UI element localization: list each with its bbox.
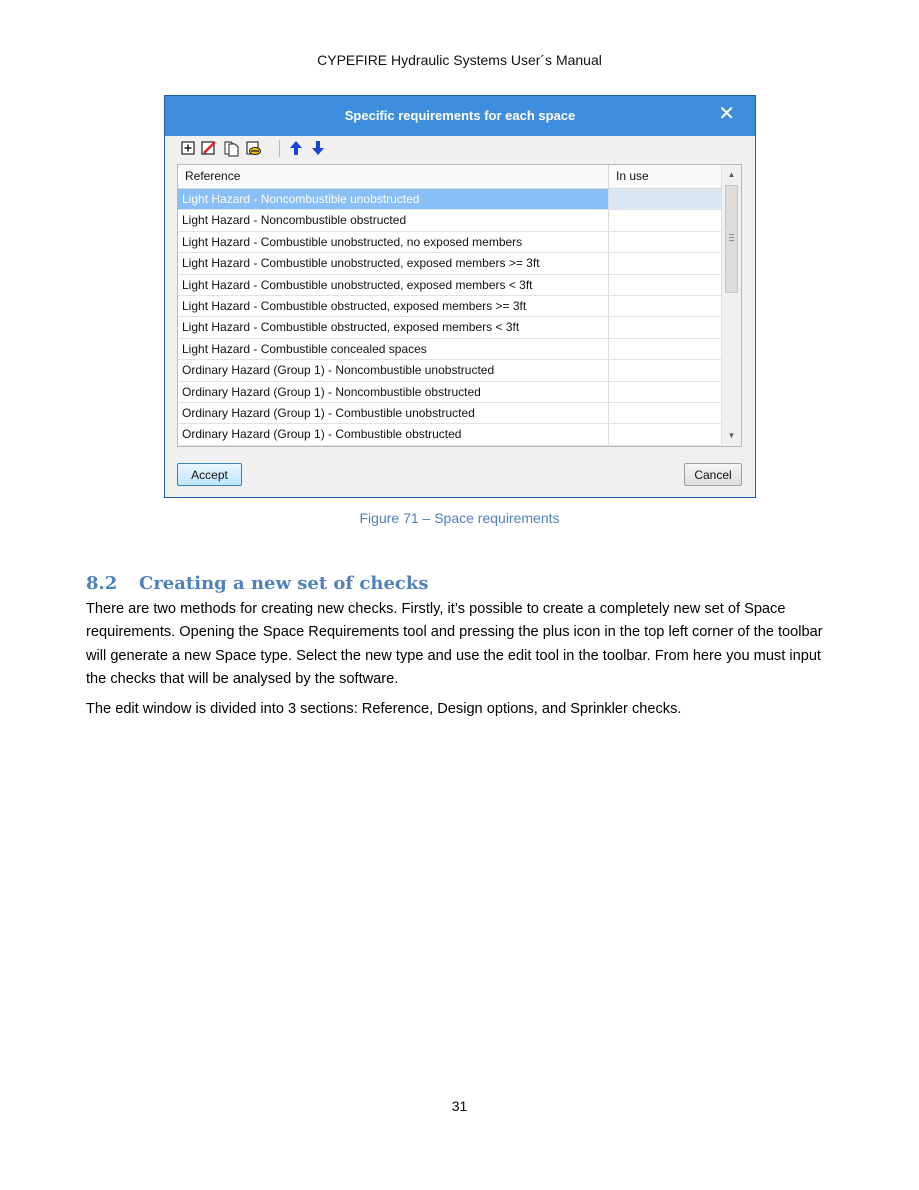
page-number: 31 (451, 1098, 468, 1114)
table-row[interactable] (178, 275, 721, 296)
vertical-scrollbar[interactable] (721, 165, 741, 446)
table-row[interactable] (178, 403, 721, 424)
paragraph: There are two methods for creating new checks. Firstly, it’s possible to create a completely new set of Space requirements. Opening the Space Requirements tool and pressing the plus icon in the top left corner of the toolbar will generate a new Space type. Select the new type and use the edit tool in the toolbar. From here you must input the checks that will be analysed by the software. (86, 601, 823, 687)
grip-icon (729, 234, 734, 243)
table-row[interactable] (178, 382, 721, 403)
cell-in-use[interactable] (609, 360, 721, 380)
column-reference[interactable]: Reference (178, 165, 609, 188)
table-body (178, 189, 721, 446)
cell-in-use[interactable] (609, 189, 721, 209)
edit-icon[interactable] (200, 139, 218, 157)
cell-reference: Ordinary Hazard (Group 1) - Combustible obstructed (178, 424, 609, 444)
section-title: Creating a new set of checks (139, 573, 429, 594)
cell-in-use[interactable] (609, 424, 721, 444)
copy-icon[interactable] (222, 139, 240, 157)
table-row[interactable] (178, 424, 721, 445)
cell-reference: Light Hazard - Combustible unobstructed, exposed members < 3ft (178, 275, 609, 295)
table-row[interactable] (178, 253, 721, 274)
cell-reference: Light Hazard - Combustible unobstructed, no exposed members (178, 232, 609, 252)
page-header: CYPEFIRE Hydraulic Systems User´s Manual (317, 52, 602, 68)
space-requirements-dialog (164, 95, 756, 498)
cell-in-use[interactable] (609, 253, 721, 273)
cell-in-use[interactable] (609, 339, 721, 359)
cell-in-use[interactable] (609, 210, 721, 230)
dialog-title: Specific requirements for each space (344, 108, 576, 123)
table-row[interactable] (178, 360, 721, 381)
arrow-up-icon[interactable] (287, 139, 305, 157)
cell-reference: Ordinary Hazard (Group 1) - Noncombustible unobstructed (178, 360, 609, 380)
add-icon[interactable] (179, 139, 197, 157)
delete-icon[interactable] (244, 139, 262, 157)
dialog-titlebar[interactable] (165, 96, 755, 136)
cell-reference: Light Hazard - Combustible obstructed, exposed members < 3ft (178, 317, 609, 337)
table-header (178, 165, 721, 189)
cell-in-use[interactable] (609, 382, 721, 402)
scroll-thumb[interactable] (725, 185, 738, 293)
cell-reference: Light Hazard - Combustible unobstructed, exposed members >= 3ft (178, 253, 609, 273)
cell-reference: Light Hazard - Noncombustible obstructed (178, 210, 609, 230)
cell-in-use[interactable] (609, 403, 721, 423)
paragraph: The edit window is divided into 3 sections: Reference, Design options, and Sprinkler checks. (86, 701, 682, 717)
table-row[interactable] (178, 339, 721, 360)
table-row[interactable] (178, 189, 721, 210)
cell-in-use[interactable] (609, 296, 721, 316)
cell-reference: Light Hazard - Combustible concealed spaces (178, 339, 609, 359)
accept-button[interactable]: Accept (177, 463, 242, 486)
cell-in-use[interactable] (609, 317, 721, 337)
table-row[interactable] (178, 210, 721, 231)
cell-in-use[interactable] (609, 232, 721, 252)
cell-in-use[interactable] (609, 275, 721, 295)
cancel-button[interactable]: Cancel (684, 463, 742, 486)
column-in-use[interactable]: In use (616, 169, 649, 183)
scroll-down-icon[interactable]: ▼ (727, 431, 736, 440)
section-heading (86, 573, 429, 594)
figure-caption: Figure 71 – Space requirements (359, 510, 560, 526)
requirements-table[interactable] (177, 164, 742, 447)
table-row[interactable] (178, 317, 721, 338)
table-row[interactable] (178, 296, 721, 317)
section-number: 8.2 (86, 573, 118, 594)
cell-reference: Ordinary Hazard (Group 1) - Noncombustible obstructed (178, 382, 609, 402)
toolbar-separator (279, 140, 280, 157)
close-icon[interactable]: ✕ (718, 103, 735, 125)
cell-reference: Ordinary Hazard (Group 1) - Combustible unobstructed (178, 403, 609, 423)
cell-reference: Light Hazard - Combustible obstructed, exposed members >= 3ft (178, 296, 609, 316)
table-row[interactable] (178, 232, 721, 253)
cell-reference: Light Hazard - Noncombustible unobstructed (178, 189, 609, 209)
arrow-down-icon[interactable] (309, 139, 327, 157)
scroll-up-icon[interactable]: ▲ (727, 170, 736, 179)
